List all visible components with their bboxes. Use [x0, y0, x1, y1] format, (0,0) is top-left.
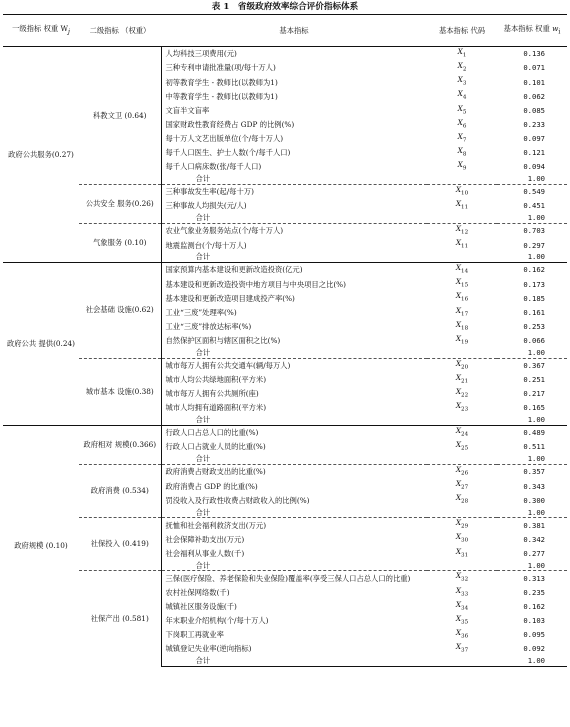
secondary-indicator-cell: 社会基础 设施(0.62) [79, 263, 161, 359]
indicator-name: 社会保障补助支出(万元) [165, 534, 245, 544]
indicator-name: 地震监测台(个/每十万人) [165, 240, 247, 250]
table-title: 表 1 省级政府效率综合评价指标体系 [211, 2, 359, 12]
indicator-weight: 0.161 [523, 307, 545, 317]
indicator-name: 政府消费占 GDP 的比重(%) [165, 481, 258, 491]
indicator-weight: 0.511 [523, 442, 545, 452]
indicator-name: 中等教育学生 - 教师比(以教师为1) [165, 91, 278, 101]
indicator-code-subscript: 35 [461, 619, 469, 626]
indicator-name: 三种专利申请批准量(项/每十万人) [165, 63, 276, 73]
secondary-indicator-cell: 社保产出 (0.581) [79, 571, 161, 667]
indicator-name: 农村社保网络数(千) [165, 587, 230, 597]
header-code: 基本指标 代码 [427, 15, 497, 47]
indicator-weight: 0.549 [497, 185, 567, 200]
indicator-code: $X_{36}$ [455, 628, 469, 640]
indicator-weight: 0.103 [523, 616, 545, 626]
indicator-code-subscript: 27 [461, 484, 469, 491]
indicator-name: 罚没收入及行政性收费占财政收入的比例(%) [165, 495, 310, 505]
indicator-code-subscript: 26 [461, 470, 469, 477]
indicator-code: $X_{27}$ [455, 479, 469, 491]
indicator-name: 行政人口占总人口的比重(%) [161, 426, 427, 441]
indicator-code: $X_1$ [457, 47, 467, 59]
indicator-code: $X_{35}$ [455, 613, 469, 626]
indicator-code: $X_{14}$ [427, 263, 497, 278]
indicator-weight: 0.342 [523, 534, 545, 544]
primary-indicator-cell: 政府公共 提供(0.24) [3, 263, 79, 426]
indicator-name: 初等教育学生 - 教师比(以教师为1) [165, 77, 278, 87]
indicator-code-subscript: 8 [462, 151, 467, 158]
indicator-code-subscript: 32 [461, 576, 469, 583]
indicator-weight: 0.121 [523, 148, 545, 158]
indicator-code-subscript: 1 [462, 52, 467, 59]
indicator-code-subscript: 37 [461, 647, 469, 654]
indicator-name: 社会福利从事业人数(千) [165, 548, 245, 558]
indicator-weight: 0.451 [523, 201, 545, 211]
indicator-weight: 0.071 [523, 63, 545, 73]
indicator-code: $X_{24}$ [427, 426, 497, 441]
subtotal-value: 1.00 [527, 415, 545, 425]
indicator-name: 政府消费占财政支出的比重(%) [161, 465, 427, 480]
secondary-indicator-cell: 政府消费 (0.534) [79, 465, 161, 518]
indicator-code-subscript: 11 [461, 204, 469, 211]
header-weight: 基本指标 权重 $w_i$ [497, 15, 567, 47]
indicator-code: $X_{16}$ [455, 291, 469, 303]
secondary-indicator-cell: 政府相对 规模(0.366) [79, 426, 161, 465]
indicator-weight: 0.092 [523, 644, 545, 654]
indicator-code-subscript: 33 [461, 591, 469, 598]
indicator-weight: 0.357 [497, 465, 567, 480]
indicator-name: 城市人均公共绿地面积(平方米) [165, 375, 267, 385]
indicator-name: 行政人口占就业人员的比重(%) [165, 442, 266, 452]
indicator-code-subscript: 25 [461, 445, 469, 452]
indicator-code-subscript: 3 [462, 80, 467, 87]
indicator-code: $X_9$ [457, 160, 467, 172]
subtotal-value: 1.00 [527, 252, 545, 262]
indicator-weight: 0.703 [497, 224, 567, 239]
indicator-weight: 0.251 [523, 375, 545, 385]
subtotal-value: 1.00 [527, 348, 545, 358]
indicator-code-subscript: 23 [461, 406, 469, 413]
indicator-weight: 0.381 [497, 518, 567, 533]
indicator-weight: 0.313 [497, 571, 567, 586]
table-body [3, 47, 567, 667]
subtotal-label: 合计 [195, 174, 211, 184]
indicator-weight: 0.489 [497, 426, 567, 441]
subtotal-code-empty [427, 561, 497, 571]
table-row [3, 224, 567, 239]
indicator-code: $X_{12}$ [427, 224, 497, 239]
indicator-name: 城镇登记失业率(逆向指标) [165, 644, 252, 654]
indicator-name: 国家财政性教育经费占 GDP 的比例(%) [165, 120, 295, 129]
subtotal-label: 合计 [195, 213, 211, 223]
subtotal-label: 合计 [195, 348, 211, 358]
indicator-code: $X_3$ [457, 75, 467, 87]
subtotal-label: 合计 [195, 507, 211, 517]
indicator-code: $X_7$ [457, 131, 467, 144]
indicator-name: 每千人口病床数(张/每千人口) [165, 162, 262, 172]
indicator-code-subscript: 12 [461, 229, 469, 236]
subtotal-code-empty [427, 252, 497, 262]
indicator-name: 三保(医疗保险、养老保险和失业保险)覆盖率(享受三保人口占总人口的比重) [161, 571, 427, 586]
indicator-code: $X_{11}$ [455, 199, 469, 211]
indicator-name: 基本建设和更新改造投资中地方项目与中央项目之比(%) [165, 279, 346, 289]
indicator-weight: 0.217 [523, 389, 545, 399]
secondary-indicator-cell: 科教文卫 (0.64) [79, 47, 161, 185]
indicator-code-subscript: 4 [462, 94, 467, 101]
indicator-name: 三种事故发生率(起/每十万) [161, 185, 427, 200]
indicator-name: 城市每万人拥有公共交通车(辆/每万人) [161, 358, 427, 373]
indicator-code-subscript: 17 [461, 311, 469, 318]
indicator-code: $X_4$ [457, 89, 467, 101]
secondary-indicator-cell: 社保投入 (0.419) [79, 518, 161, 571]
subtotal-value: 1.00 [527, 507, 545, 517]
indicator-weight: 0.066 [523, 336, 545, 346]
indicator-weight: 0.097 [523, 134, 545, 144]
indicator-table [3, 14, 567, 667]
subtotal-code-empty [427, 174, 497, 184]
indicator-name: 年末职业介绍机构(个/每十万人) [165, 616, 269, 626]
indicator-code: $X_{19}$ [455, 333, 469, 346]
indicator-code: $X_{26}$ [427, 465, 497, 480]
secondary-indicator-cell: 气象服务 (0.10) [79, 224, 161, 263]
subtotal-value: 1.00 [527, 454, 545, 464]
indicator-code-subscript: 34 [461, 605, 469, 612]
table-row [3, 185, 567, 200]
indicator-code-subscript: 30 [461, 537, 469, 544]
indicator-name: 工业“三废”处理率(%) [165, 307, 237, 317]
table-row [3, 571, 567, 586]
indicator-code-subscript: 21 [461, 378, 469, 385]
subtotal-value: 1.00 [497, 656, 567, 666]
indicator-name: 抚恤和社会福利救济支出(万元) [161, 518, 427, 533]
indicator-code-subscript: 16 [461, 296, 469, 303]
indicator-code-subscript: 28 [461, 498, 469, 505]
secondary-indicator-cell: 城市基本 设施(0.38) [79, 358, 161, 425]
indicator-weight: 0.343 [523, 481, 545, 491]
indicator-weight: 0.165 [523, 403, 545, 413]
indicator-weight: 0.185 [523, 293, 545, 303]
indicator-name: 文盲半文盲率 [165, 105, 210, 115]
indicator-code: $X_{34}$ [455, 599, 469, 612]
subtotal-label: 合计 [195, 252, 211, 262]
table-row [3, 263, 567, 278]
subtotal-code-empty [427, 656, 497, 666]
indicator-weight: 0.094 [523, 162, 545, 172]
subtotal-code-empty [427, 454, 497, 464]
indicator-weight: 0.173 [523, 279, 545, 289]
indicator-code: $X_{30}$ [455, 532, 469, 544]
indicator-name: 城市人均拥有道路面积(平方米) [165, 403, 267, 413]
subtotal-label: 合计 [195, 415, 211, 425]
indicator-code-subscript: 10 [461, 190, 469, 197]
table-row [3, 465, 567, 480]
indicator-code: $X_{21}$ [455, 372, 469, 385]
primary-indicator-cell: 政府公共服务(0.27) [8, 149, 74, 159]
indicator-weight: 0.300 [523, 495, 545, 505]
indicator-code: $X_{29}$ [427, 518, 497, 533]
header-secondary: 二级指标 （权重） [79, 15, 161, 47]
indicator-code-subscript: 7 [462, 137, 467, 144]
indicator-code-subscript: 14 [461, 268, 469, 275]
indicator-code-subscript: 18 [461, 325, 469, 332]
indicator-code: $X_{25}$ [455, 440, 469, 452]
indicator-code: $X_{18}$ [455, 319, 469, 332]
indicator-name: 每十万人文艺出版单位(个/每十万人) [165, 134, 284, 144]
subtotal-value: 1.00 [527, 174, 545, 184]
table-row [3, 518, 567, 533]
indicator-code-subscript: 2 [462, 66, 467, 73]
indicator-weight: 0.095 [523, 630, 545, 640]
indicator-code: $X_{15}$ [455, 277, 469, 289]
indicator-weight: 0.136 [523, 49, 545, 59]
indicator-name: 下岗职工再就业率 [165, 630, 224, 640]
indicator-code: $X_{17}$ [455, 305, 469, 318]
indicator-weight: 0.085 [523, 105, 545, 115]
indicator-code-subscript: 36 [461, 633, 469, 640]
subtotal-code-empty [427, 213, 497, 223]
indicator-code: $X_6$ [457, 117, 467, 130]
indicator-weight: 0.367 [497, 358, 567, 373]
indicator-code: $X_8$ [457, 146, 467, 158]
indicator-name: 工业“三废”排放达标率(%) [165, 321, 252, 331]
indicator-weight: 0.233 [523, 120, 545, 129]
indicator-code-subscript: 15 [461, 282, 469, 289]
subtotal-label: 合计 [195, 454, 211, 464]
table-row [3, 358, 567, 373]
indicator-name: 三种事故人均损失(元/人) [165, 201, 247, 211]
indicator-code: $X_{11}$ [455, 238, 469, 250]
indicator-weight: 0.101 [523, 77, 545, 87]
indicator-code: $X_2$ [457, 61, 467, 73]
indicator-name: 国家预算内基本建设和更新改造投资(亿元) [161, 263, 427, 278]
indicator-code-subscript: 20 [461, 364, 469, 371]
indicator-code: $X_{23}$ [455, 401, 469, 413]
indicator-code: $X_{22}$ [455, 387, 469, 399]
indicator-weight: 0.235 [523, 587, 545, 597]
indicator-code-subscript: 9 [462, 165, 467, 172]
indicator-weight: 0.162 [497, 263, 567, 278]
subtotal-value: 1.00 [527, 560, 545, 570]
indicator-code: $X_{32}$ [427, 571, 497, 586]
subtotal-value: 1.00 [527, 213, 545, 223]
indicator-name: 每千人口医生、护士人数(个/每千人口) [165, 148, 291, 158]
indicator-name: 基本建设和更新改造项目建成投产率(%) [165, 293, 295, 303]
secondary-indicator-cell: 公共安全 服务(0.26) [79, 185, 161, 224]
indicator-weight: 0.277 [523, 548, 545, 558]
indicator-code: $X_{10}$ [427, 185, 497, 200]
indicator-name: 自然保护区面积与辖区面积之比(%) [165, 336, 281, 346]
indicator-weight: 0.162 [523, 602, 545, 611]
indicator-code-subscript: 5 [462, 109, 467, 116]
indicator-weight: 0.297 [523, 240, 545, 250]
indicator-weight: 0.062 [523, 91, 545, 101]
indicator-name: 人均科技三项费用(元) [165, 49, 237, 59]
indicator-code-subscript: 11 [461, 243, 469, 250]
indicator-code: $X_{20}$ [427, 358, 497, 373]
subtotal-code-empty [427, 348, 497, 358]
indicator-code: $X_{37}$ [455, 642, 469, 654]
indicator-code-subscript: 24 [461, 431, 469, 438]
subtotal-code-empty [427, 415, 497, 425]
indicator-code: $X_5$ [457, 103, 467, 116]
subtotal-code-empty [427, 508, 497, 518]
indicator-code: $X_{31}$ [455, 546, 469, 559]
indicator-code: $X_{33}$ [455, 585, 469, 598]
indicator-code-subscript: 31 [461, 552, 469, 559]
subtotal-label: 合计 [195, 560, 211, 570]
table-row [3, 47, 567, 62]
indicator-name: 农业气象业务服务站点(个/每十万人) [161, 224, 427, 239]
indicator-name: 城市每万人拥有公共厕所(座) [165, 389, 259, 399]
header-row [3, 15, 567, 47]
indicator-code-subscript: 22 [461, 392, 469, 399]
primary-indicator-cell: 政府规模 (0.10) [3, 426, 79, 667]
header-indicator: 基本指标 [161, 15, 427, 47]
header-primary: 一级指标 权重 $W_j$ [3, 15, 79, 47]
indicator-code: $X_{28}$ [455, 493, 469, 505]
indicator-code-subscript: 6 [462, 123, 467, 130]
indicator-code-subscript: 19 [461, 339, 469, 346]
table-row [3, 426, 567, 441]
indicator-code-subscript: 29 [461, 523, 469, 530]
indicator-name: 城镇社区服务设施(千) [165, 602, 237, 611]
subtotal-label: 合计 [161, 656, 427, 666]
indicator-weight: 0.253 [523, 321, 545, 331]
